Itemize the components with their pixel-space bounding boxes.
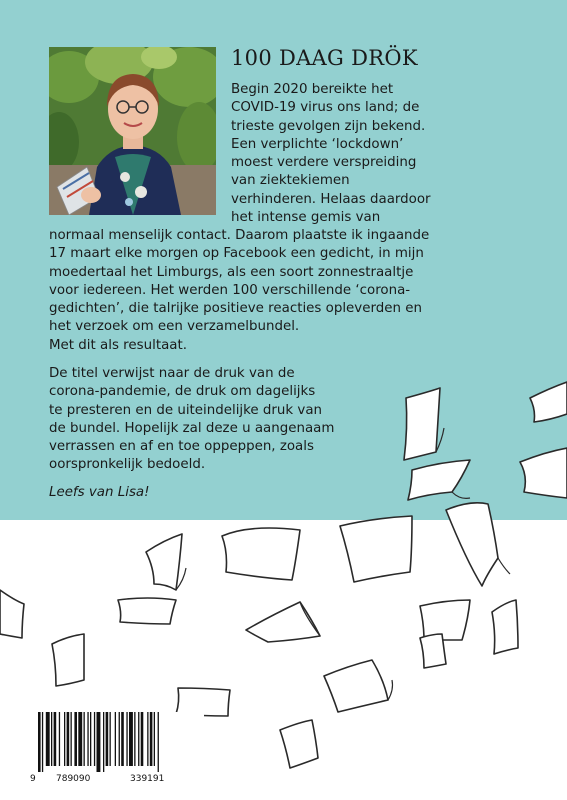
text-line: moedertaal het Limburgs, als een soort zonnestraaltje: [49, 264, 414, 280]
barcode-bar: [134, 712, 135, 766]
text-line: trieste gevolgen zijn bekend.: [231, 118, 426, 134]
barcode-bar: [141, 712, 144, 766]
isbn-barcode: [30, 712, 204, 787]
text-line: COVID-19 virus ons land; de: [231, 100, 420, 116]
barcode-bar: [54, 712, 57, 766]
author-photo: [49, 47, 216, 215]
barcode-bar: [51, 712, 52, 766]
text-line: 17 maart elke morgen op Facebook een gedicht, in mijn: [49, 246, 424, 262]
text-line: Begin 2020 bereikte het: [231, 82, 394, 97]
barcode-bar: [110, 712, 111, 766]
barcode-bar: [97, 712, 101, 772]
intro-text-full-width: [49, 227, 549, 355]
text-line: verrassen en af en toe oppeppen, zoals: [49, 439, 314, 455]
text-line: verhinderen. Helaas daardoor: [231, 191, 431, 207]
barcode-group-left: 789090: [56, 774, 91, 784]
intro-text-beside-photo: [231, 81, 531, 227]
barcode-bar: [94, 712, 95, 766]
text-line: de bundel. Hopelijk zal deze u aangenaam: [49, 420, 335, 436]
text-line: De titel verwijst naar de druk van de: [49, 366, 295, 381]
barcode-bar: [126, 712, 127, 766]
barcode-bar: [119, 712, 120, 766]
barcode-bar: [106, 712, 109, 766]
barcode-bar: [158, 712, 159, 772]
barcode-bar: [87, 712, 88, 766]
barcode-bar: [103, 712, 104, 772]
barcode-bar: [71, 712, 72, 766]
text-line: van ziektekiemen: [231, 173, 350, 189]
barcode-bars: [30, 712, 204, 772]
text-line: gedichten’, die talrijke positieve reacties opleverden en: [49, 301, 422, 317]
barcode-bar: [64, 712, 65, 766]
barcode-bar: [38, 712, 41, 772]
text-line: het verzoek om een verzamelbundel.: [49, 319, 300, 335]
barcode-group-right: 339191: [130, 774, 165, 784]
barcode-bar: [84, 712, 85, 766]
barcode-bar: [154, 712, 155, 766]
text-line: normaal menselijk contact. Daarom plaatste ik ingaande: [49, 228, 430, 243]
barcode-bar: [78, 712, 82, 766]
barcode-bar: [67, 712, 70, 766]
text-line: Een verplichte ‘lockdown’: [231, 136, 404, 152]
signature: Leefs van Lisa!: [49, 485, 150, 500]
barcode-bar: [115, 712, 116, 766]
text-line: voor iedereen. Het werden 100 verschillende ‘corona-: [49, 282, 411, 298]
barcode-bar: [59, 712, 60, 766]
text-line: het intense gemis van: [231, 210, 381, 226]
barcode-bar: [138, 712, 139, 766]
text-line: te presteren en de uiteindelijke druk van: [49, 402, 323, 418]
barcode-bar: [42, 712, 43, 772]
text-line: moest verdere verspreiding: [231, 155, 417, 171]
barcode-bar: [74, 712, 77, 766]
barcode-bar: [150, 712, 153, 766]
barcode-digit-first: 9: [30, 774, 36, 784]
text-line: corona-pandemie, de druk om dagelijks: [49, 384, 316, 400]
text-line: oorspronkelijk bedoeld.: [49, 457, 206, 473]
text-line: Met dit als resultaat.: [49, 337, 187, 353]
barcode-bar: [90, 712, 91, 766]
barcode-bar: [129, 712, 133, 766]
barcode-bar: [121, 712, 124, 766]
barcode-bar: [46, 712, 50, 766]
book-title: 100 DAAG DRÖK: [231, 46, 418, 70]
barcode-bar: [147, 712, 148, 766]
title-explanation-paragraph: [49, 365, 549, 475]
